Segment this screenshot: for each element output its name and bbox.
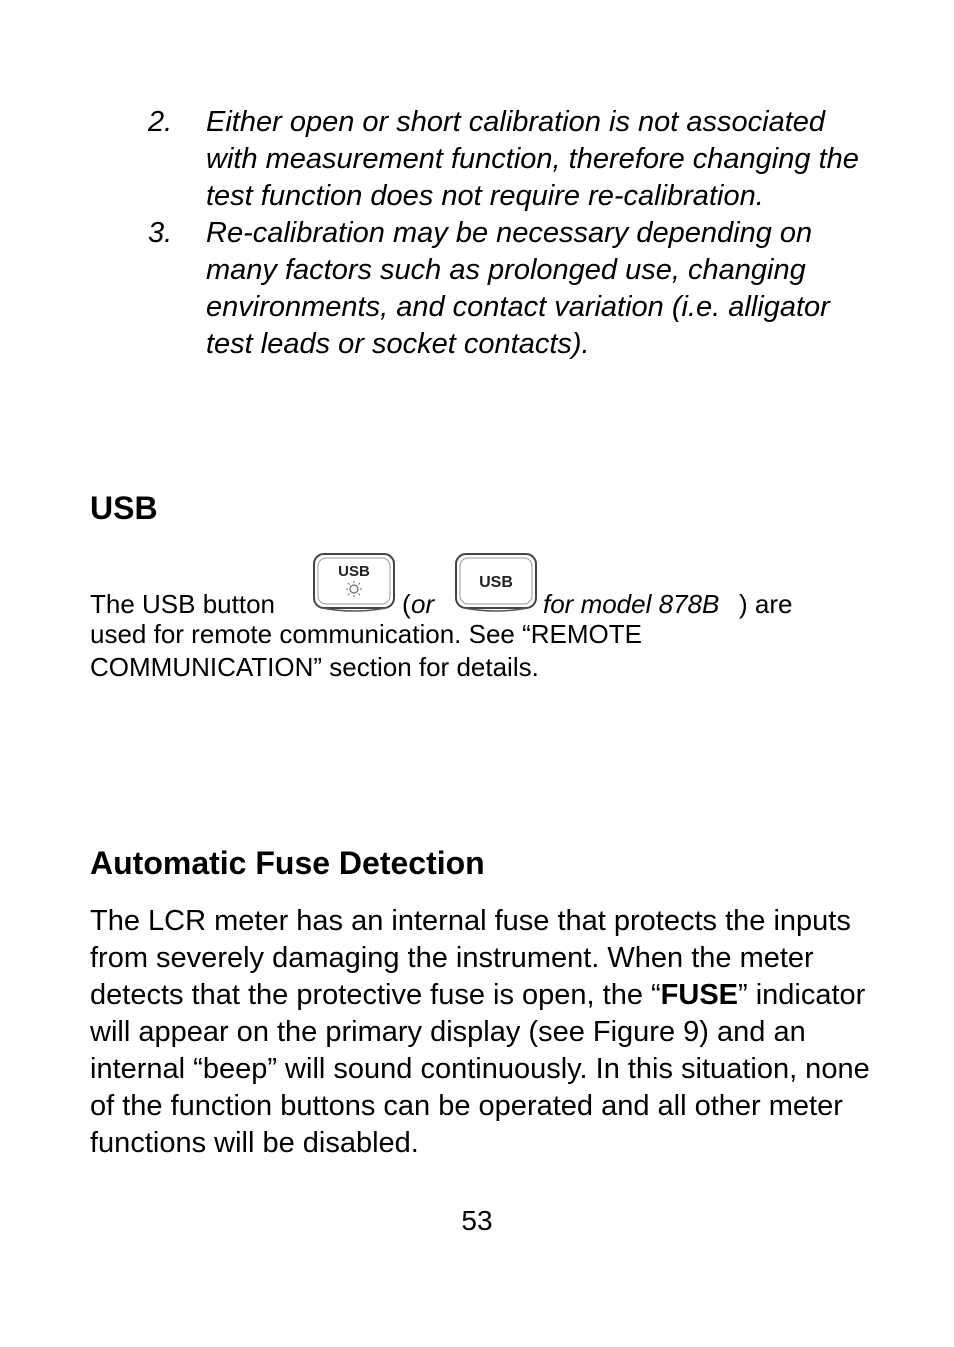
list-text: Re-calibration may be necessary depending on many factors such as prolonged use, changing environments, and contact variation (i.e. alligator test leads or socket contacts).: [206, 217, 830, 360]
list-item: [148, 215, 868, 363]
fuse-text-a: The LCR meter has an internal fuse that protects the inputs from severely damaging the instrument. When the meter detects that the protective fuse is open, the “: [90, 905, 851, 1011]
usb-button-icon: [312, 552, 396, 614]
page-number: 53: [461, 1205, 493, 1236]
list-text: Either open or short calibration is not associated with measurement function, therefore changing the test function does not require re-calibration.: [206, 106, 859, 212]
usb-button-878b-icon: [454, 552, 538, 614]
list-number: 2.: [148, 106, 173, 138]
list-item: [148, 104, 868, 215]
usb-paragraph: [90, 552, 870, 684]
paren-close-are: ) are: [739, 589, 793, 619]
model-text: for model 878B: [543, 589, 720, 619]
usb-rest-text: used for remote communication. See “REMOTE COMMUNICATION” section for details.: [90, 619, 642, 682]
fuse-paragraph: [90, 903, 870, 1162]
usb-heading: USB: [90, 490, 158, 526]
calibration-notes-list: [148, 104, 868, 363]
usb-button-label: USB: [338, 563, 370, 580]
paren-open: (: [402, 589, 411, 619]
fuse-heading: Automatic Fuse Detection: [90, 845, 485, 881]
fuse-text-b: ” indicator will appear on the primary display (see Figure 9) and an internal “beep” will sound continuously. In this situation, none of the function buttons can be operated and all other meter functions will be disabled.: [90, 979, 870, 1159]
or-text: or: [411, 589, 435, 619]
fuse-bold: FUSE: [660, 979, 739, 1011]
usb-text-before: The USB button: [90, 589, 275, 619]
usb-button-878b-label: USB: [479, 574, 513, 591]
list-number: 3.: [148, 217, 173, 249]
